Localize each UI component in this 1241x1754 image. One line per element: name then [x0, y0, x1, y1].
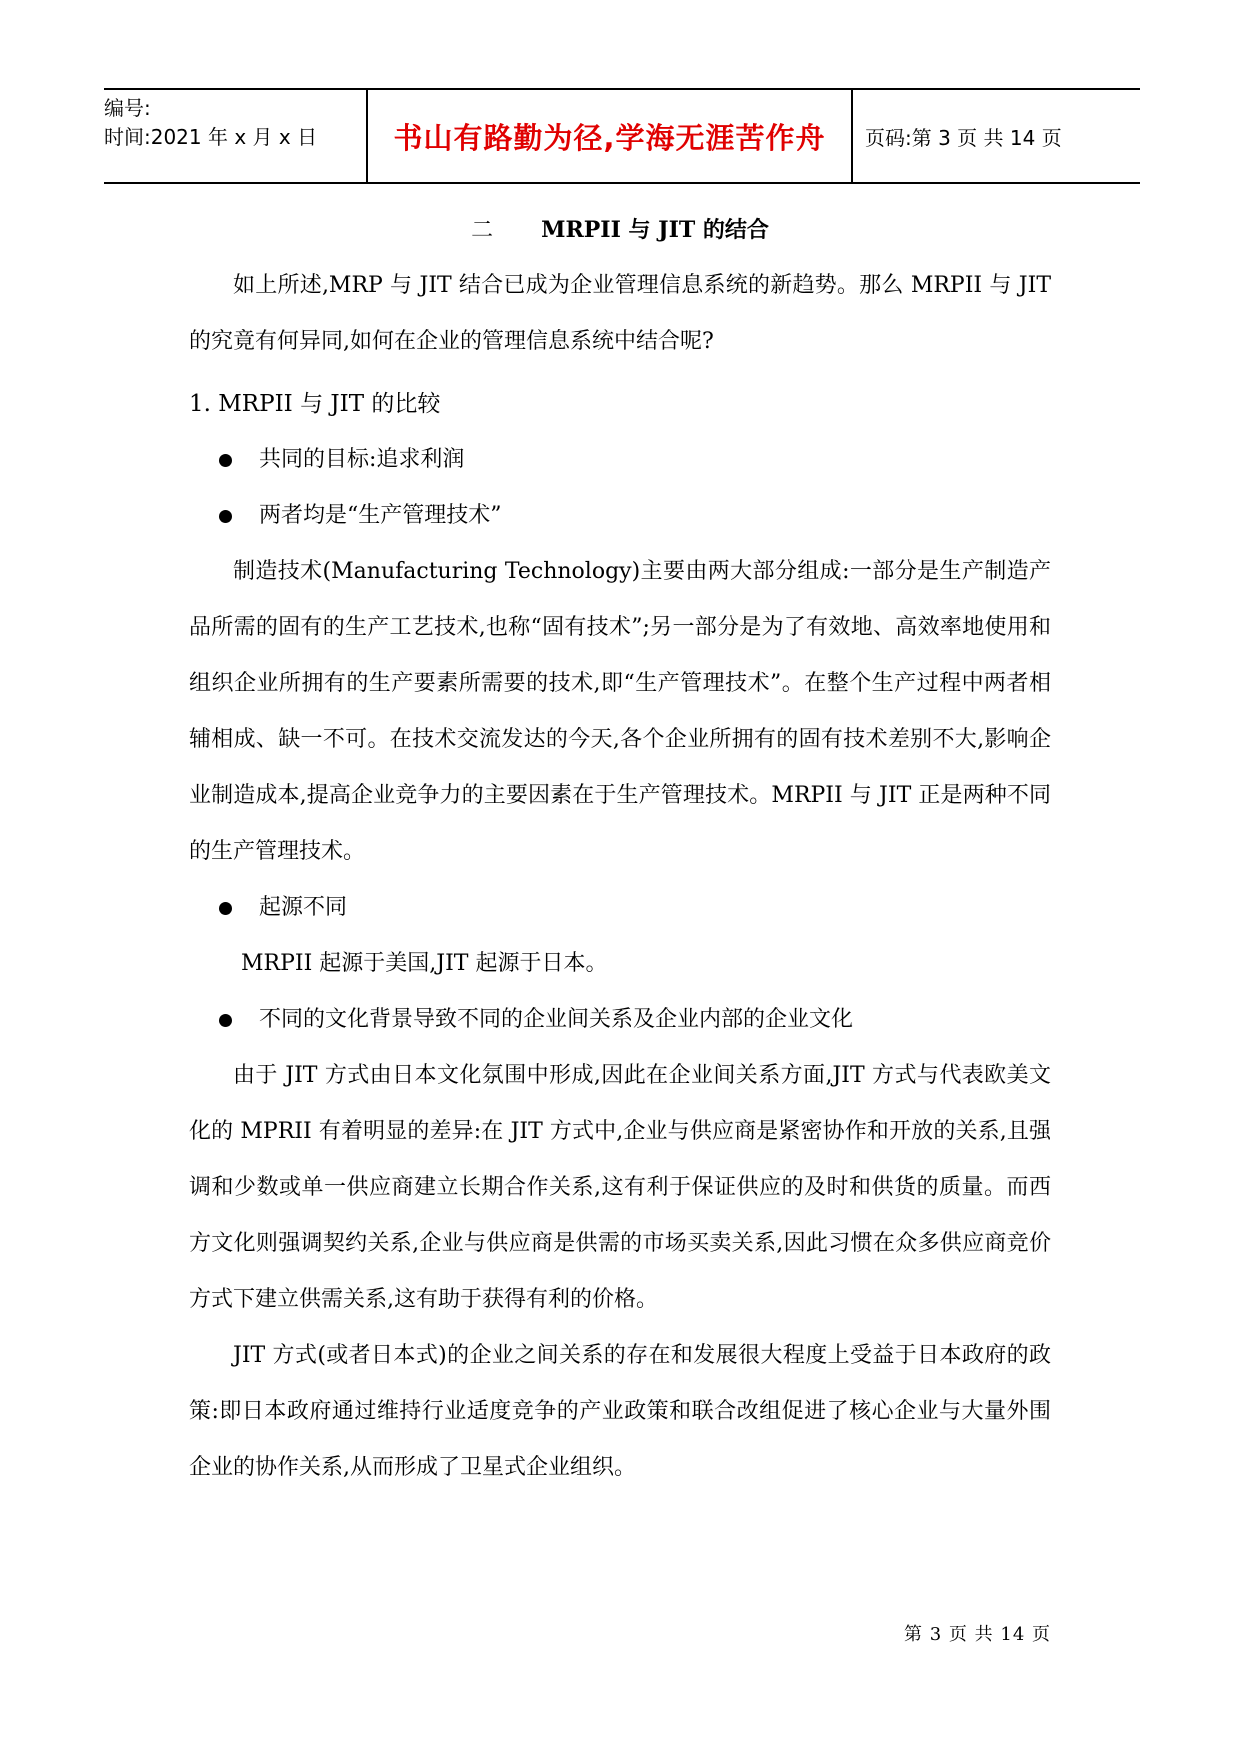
header-table [104, 88, 1140, 184]
bullet-dot-icon [219, 1014, 232, 1027]
bullet-item-management-tech [189, 488, 1051, 544]
bullet-text: 两者均是“生产管理技术” [259, 503, 502, 528]
header-motto: 书山有路勤为径,学海无涯苦作舟 [393, 120, 826, 155]
header-page-label: 页码:第 3 页 共 14 页 [865, 125, 1062, 150]
subsection-heading: 1. MRPII 与 JIT 的比较 [189, 391, 441, 417]
bullet-text: 起源不同 [259, 895, 348, 920]
header-page-cell [853, 90, 1140, 182]
origin-paragraph: MRPII 起源于美国,JIT 起源于日本。 [241, 951, 608, 976]
bullet-dot-icon [219, 454, 232, 467]
document-body [189, 214, 1051, 1496]
header-time-label: 时间:2021 年 x 月 x 日 [104, 125, 318, 149]
bullet-text: 共同的目标:追求利润 [259, 447, 465, 472]
manufacturing-paragraph: 制造技术(Manufacturing Technology)主要由两大部分组成:一部分是生产制造产品所需的固有的生产工艺技术,也称“固有技术”;另一部分是为了有效地、高效率地使用和组织企业所拥有的生产要素所需要的技术,即“生产管理技术”。在整个生产过程中两者相辅相成、缺一不可。在技术交流发达的今天,各个企业所拥有的固有技术差别不大,影响企业制造成本,提高企业竞争力的主要因素在于生产管理技术。MRPII 与 JIT 正是两种不同的生产管理技术。 [189, 559, 1051, 864]
section-number: 二 [471, 218, 494, 243]
header-number-label: 编号: [104, 96, 151, 120]
bullet-dot-icon [219, 902, 232, 915]
section-title-text: MRPII 与 JIT 的结合 [541, 217, 769, 243]
page-footer: 第 3 页 共 14 页 [904, 1624, 1051, 1645]
bullet-dot-icon [219, 510, 232, 523]
bullet-item-culture [189, 992, 1051, 1048]
header-motto-cell [366, 90, 853, 182]
policy-paragraph: JIT 方式(或者日本式)的企业之间关系的存在和发展很大程度上受益于日本政府的政策:即日本政府通过维持行业适度竞争的产业政策和联合改组促进了核心企业与大量外围企业的协作关系,从而形成了卫星式企业组织。 [189, 1343, 1051, 1480]
intro-paragraph: 如上所述,MRP 与 JIT 结合已成为企业管理信息系统的新趋势。那么 MRPII 与 JIT 的究竟有何异同,如何在企业的管理信息系统中结合呢? [189, 273, 1051, 354]
header-meta-cell [104, 90, 366, 182]
bullet-item-goal [189, 432, 1051, 488]
culture-paragraph: 由于 JIT 方式由日本文化氛围中形成,因此在企业间关系方面,JIT 方式与代表欧美文化的 MPRII 有着明显的差异:在 JIT 方式中,企业与供应商是紧密协作和开放的关系,且强调和少数或单一供应商建立长期合作关系,这有利于保证供应的及时和供货的质量。而西方文化则强调契约关系,企业与供应商是供需的市场买卖关系,因此习惯在众多供应商竞价方式下建立供需关系,这有助于获得有利的价格。 [189, 1063, 1051, 1312]
bullet-text: 不同的文化背景导致不同的企业间关系及企业内部的企业文化 [259, 1007, 854, 1032]
bullet-item-origin [189, 880, 1051, 936]
section-title [189, 202, 1051, 258]
